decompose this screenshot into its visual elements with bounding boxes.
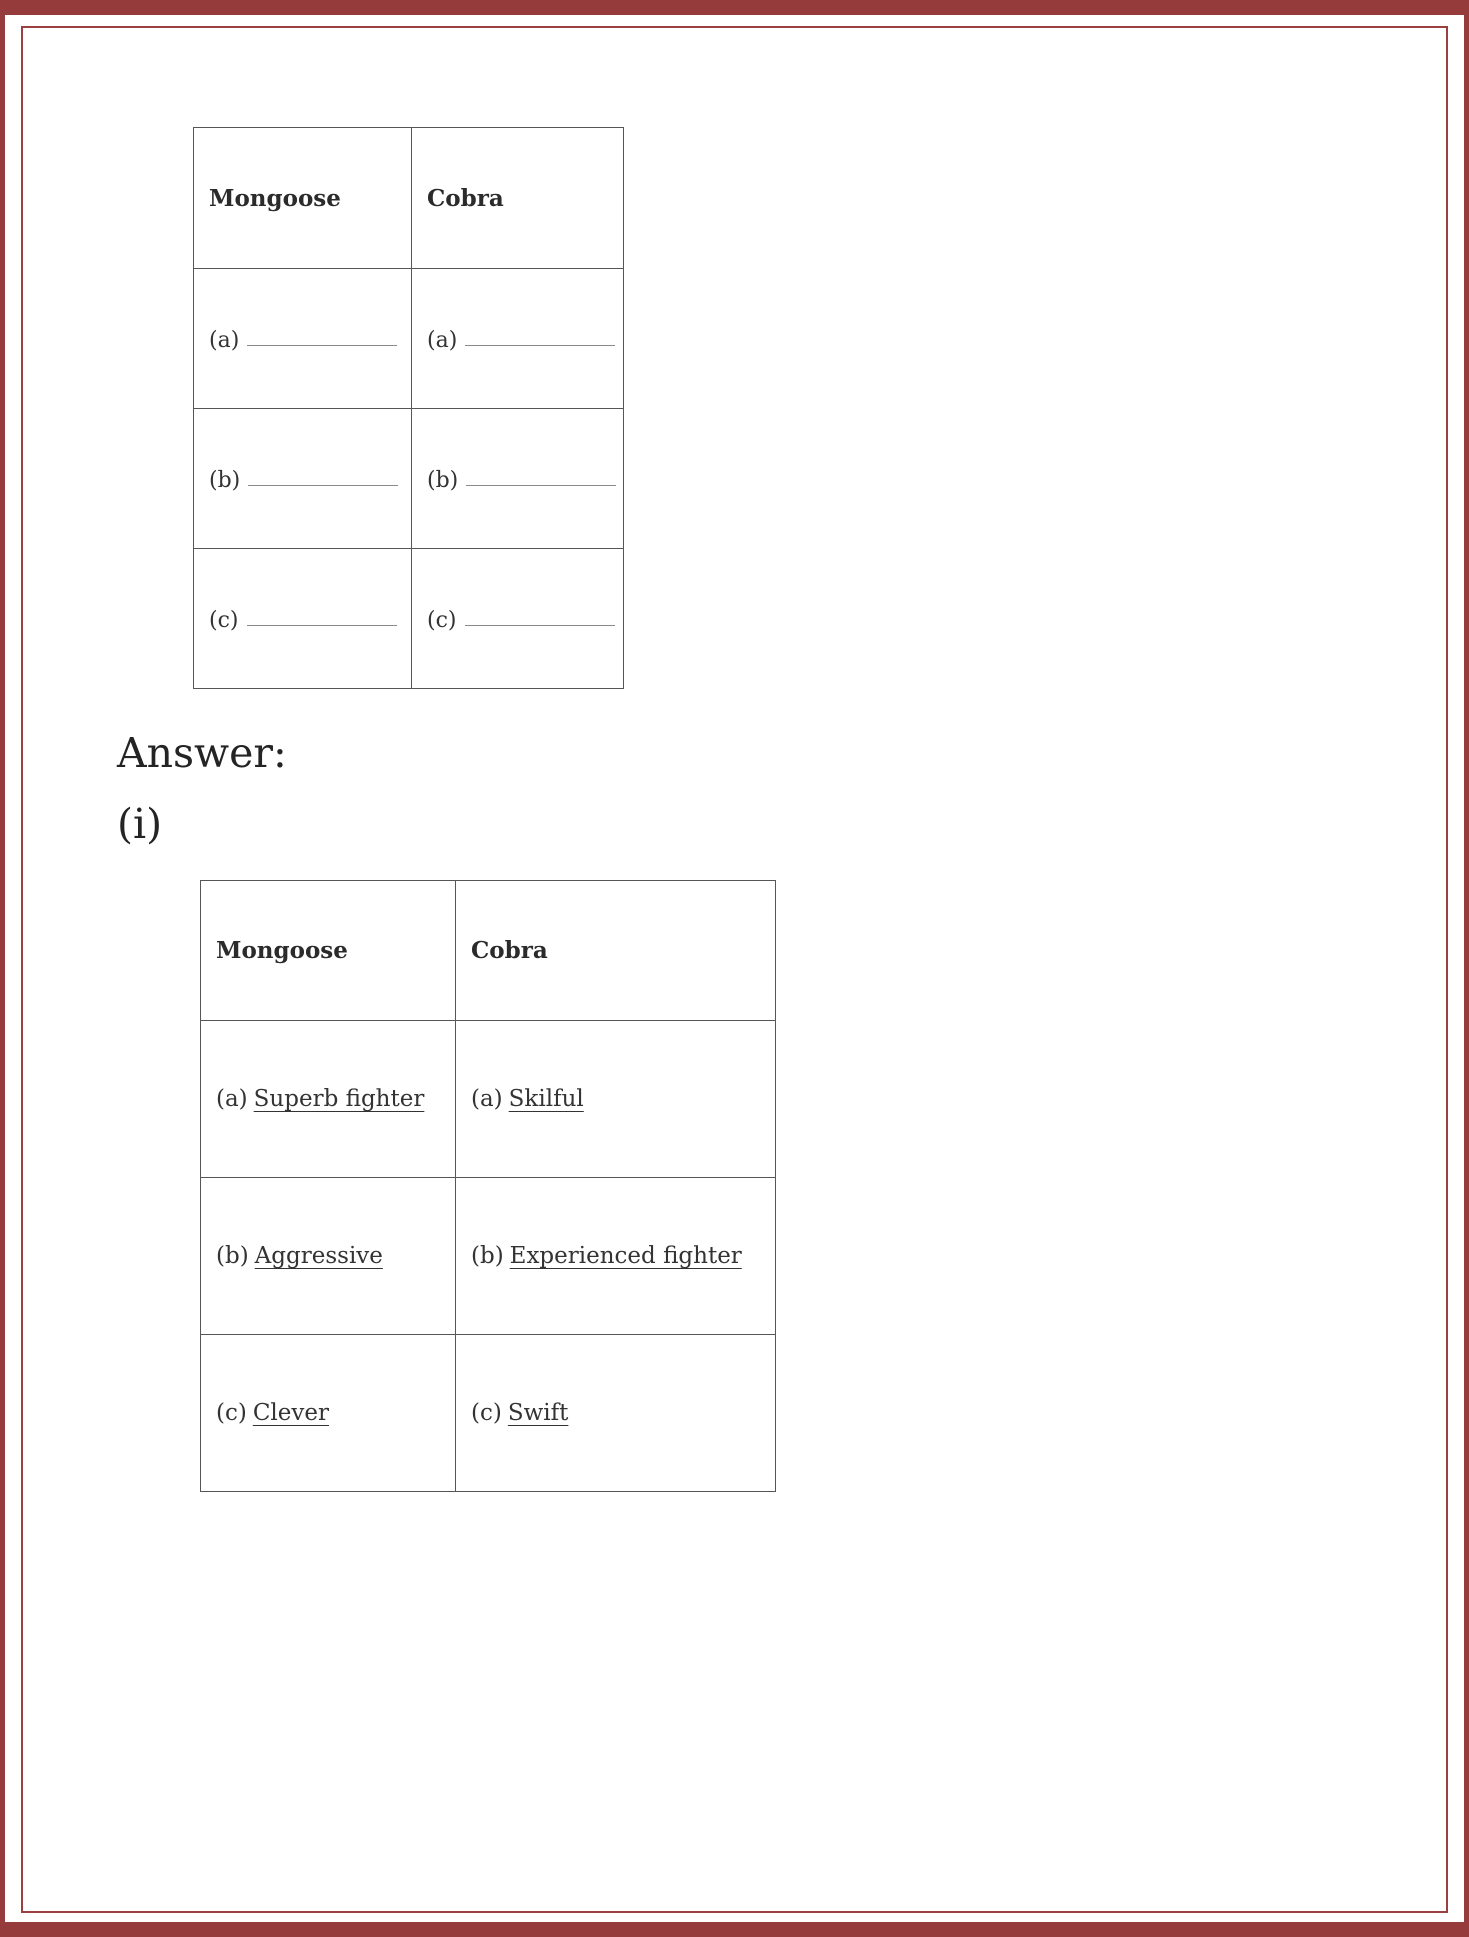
answer-cell	[456, 1021, 776, 1178]
question-cell	[194, 549, 412, 689]
blank-answer-line	[247, 605, 397, 627]
answer-heading: Answer:	[117, 729, 287, 777]
answer-header-mongoose: Mongoose	[201, 881, 456, 1021]
answer-value: Clever	[252, 1400, 329, 1426]
answer-value: Aggressive	[254, 1243, 383, 1269]
table-row	[201, 1335, 776, 1492]
answer-item-label: (i)	[117, 800, 163, 848]
answer-table	[200, 880, 776, 1492]
table-row	[194, 269, 624, 409]
question-cell	[412, 549, 624, 689]
answer-cell	[201, 1335, 456, 1492]
question-header-mongoose: Mongoose	[194, 128, 412, 269]
blank-answer-line	[465, 325, 615, 347]
answer-table-header-row	[201, 881, 776, 1021]
item-prefix: (c)	[216, 1400, 247, 1426]
question-header-cobra: Cobra	[412, 128, 624, 269]
table-row	[194, 549, 624, 689]
answer-cell	[456, 1335, 776, 1492]
answer-value: Swift	[507, 1400, 569, 1426]
question-cell	[412, 269, 624, 409]
answer-cell	[201, 1021, 456, 1178]
blank-answer-line	[466, 465, 616, 487]
item-prefix: (a)	[471, 1086, 503, 1112]
table-row	[201, 1021, 776, 1178]
question-table-header-row	[194, 128, 624, 269]
question-cell	[194, 409, 412, 549]
item-prefix: (a)	[427, 327, 458, 353]
item-prefix: (b)	[471, 1243, 504, 1269]
item-prefix: (c)	[471, 1400, 502, 1426]
answer-value: Superb fighter	[253, 1086, 425, 1112]
item-prefix: (c)	[209, 607, 239, 633]
question-cell	[412, 409, 624, 549]
item-prefix: (c)	[427, 607, 457, 633]
question-table	[193, 127, 624, 689]
question-cell	[194, 269, 412, 409]
blank-answer-line	[248, 465, 398, 487]
answer-value: Skilful	[508, 1086, 584, 1112]
item-prefix: (a)	[209, 327, 240, 353]
blank-answer-line	[247, 325, 397, 347]
item-prefix: (a)	[216, 1086, 248, 1112]
table-row	[194, 409, 624, 549]
item-prefix: (b)	[216, 1243, 249, 1269]
answer-cell	[201, 1178, 456, 1335]
item-prefix: (b)	[209, 467, 241, 493]
table-row	[201, 1178, 776, 1335]
answer-value: Experienced fighter	[509, 1243, 742, 1269]
item-prefix: (b)	[427, 467, 459, 493]
blank-answer-line	[465, 605, 615, 627]
answer-header-cobra: Cobra	[456, 881, 776, 1021]
answer-cell	[456, 1178, 776, 1335]
